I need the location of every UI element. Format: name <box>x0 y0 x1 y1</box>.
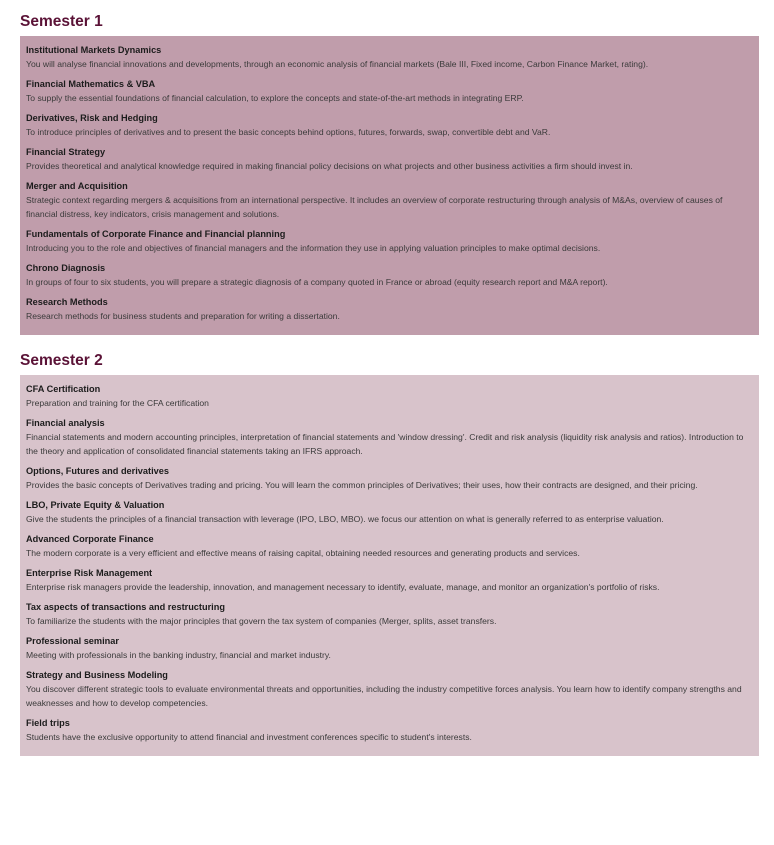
course-description: Enterprise risk managers provide the leadership, innovation, and management necessary to identify, evaluate, manage, and monitor an organization's portfolio of risks. <box>26 582 660 592</box>
course-title: Tax aspects of transactions and restructuring <box>26 602 225 612</box>
course-item <box>26 78 753 105</box>
course-title: Fundamentals of Corporate Finance and Financial planning <box>26 229 286 239</box>
course-item <box>26 228 753 255</box>
course-title: CFA Certification <box>26 384 101 394</box>
course-title: Research Methods <box>26 297 108 307</box>
course-title: Institutional Markets Dynamics <box>26 45 162 55</box>
course-title: Advanced Corporate Finance <box>26 534 154 544</box>
course-item <box>26 635 753 662</box>
course-description: You discover different strategic tools to evaluate environmental threats and opportunities, including the industry competitive forces analysis. You learn how to identify company strengths and weaknesses and how to develop competencies. <box>26 684 742 708</box>
course-item <box>26 669 753 710</box>
course-description: Financial statements and modern accounting principles, interpretation of financial statements and 'window dressing'. Credit and risk analysis (liquidity risk analysis and ratios). Introduction to the theory and application of consolidated financial statements taking an IFRS approach. <box>26 432 744 456</box>
course-item <box>26 465 753 492</box>
course-description: Strategic context regarding mergers & acquisitions from an international perspective. It includes an overview of corporate restructuring through analysis of M&As, overview of causes of financial distress, key indicators, crisis management and solutions. <box>26 195 723 219</box>
course-title: Field trips <box>26 718 70 728</box>
course-item <box>26 717 753 744</box>
course-title: LBO, Private Equity & Valuation <box>26 500 165 510</box>
course-item <box>26 180 753 221</box>
semester-2-section <box>20 351 759 756</box>
semester-1-section <box>20 12 759 335</box>
course-item <box>26 44 753 71</box>
course-title: Options, Futures and derivatives <box>26 466 169 476</box>
course-description: The modern corporate is a very efficient and effective means of raising capital, obtaining needed resources and generating products and services. <box>26 548 580 558</box>
course-description: Introducing you to the role and objectives of financial managers and the information they use in applying valuation principles to make optimal decisions. <box>26 243 601 253</box>
course-description: In groups of four to six students, you will prepare a strategic diagnosis of a company quoted in France or abroad (equity research report and M&A report). <box>26 277 608 287</box>
course-item <box>26 383 753 410</box>
course-title: Strategy and Business Modeling <box>26 670 168 680</box>
course-description: To introduce principles of derivatives and to present the basic concepts behind options, futures, forwards, swap, convertible debt and VaR. <box>26 127 551 137</box>
semester-title: Semester 1 <box>20 13 103 30</box>
course-item <box>26 499 753 526</box>
course-title: Enterprise Risk Management <box>26 568 153 578</box>
course-title: Derivatives, Risk and Hedging <box>26 113 158 123</box>
course-description: Students have the exclusive opportunity to attend financial and investment conferences specific to student's interests. <box>26 732 472 742</box>
course-description: Preparation and training for the CFA certification <box>26 398 209 408</box>
course-description: Give the students the principles of a financial transaction with leverage (IPO, LBO, MBO). we focus our attention on what is generally referred to as enterprise valuation. <box>26 514 664 524</box>
course-description: Meeting with professionals in the banking industry, financial and market industry. <box>26 650 331 660</box>
course-description: Provides theoretical and analytical knowledge required in making financial policy decisions on what projects and other business activities a firm should invest in. <box>26 161 633 171</box>
course-description: To familiarize the students with the major principles that govern the tax system of companies (Merger, splits, asset transfers. <box>26 616 497 626</box>
course-description: You will analyse financial innovations and developments, through an economic analysis of financial markets (Bale III, Fixed income, Carbon Finance Market, rating). <box>26 59 649 69</box>
course-item <box>26 262 753 289</box>
course-title: Professional seminar <box>26 636 119 646</box>
course-description: Provides the basic concepts of Derivatives trading and pricing. You will learn the common principles of Derivatives; their uses, how their contracts are designed, and their pricing. <box>26 480 698 490</box>
course-title: Financial Mathematics & VBA <box>26 79 156 89</box>
course-title: Merger and Acquisition <box>26 181 128 191</box>
course-item <box>26 567 753 594</box>
course-item <box>26 146 753 173</box>
course-title: Financial analysis <box>26 418 105 428</box>
course-item <box>26 112 753 139</box>
course-list <box>20 36 759 335</box>
course-description: Research methods for business students and preparation for writing a dissertation. <box>26 311 340 321</box>
course-title: Chrono Diagnosis <box>26 263 106 273</box>
course-item <box>26 417 753 458</box>
semester-title: Semester 2 <box>20 352 103 369</box>
course-description: To supply the essential foundations of financial calculation, to explore the concepts and state-of-the-art methods in integrating ERP. <box>26 93 524 103</box>
course-item <box>26 533 753 560</box>
course-item <box>26 601 753 628</box>
course-item <box>26 296 753 323</box>
course-title: Financial Strategy <box>26 147 106 157</box>
course-list <box>20 375 759 756</box>
